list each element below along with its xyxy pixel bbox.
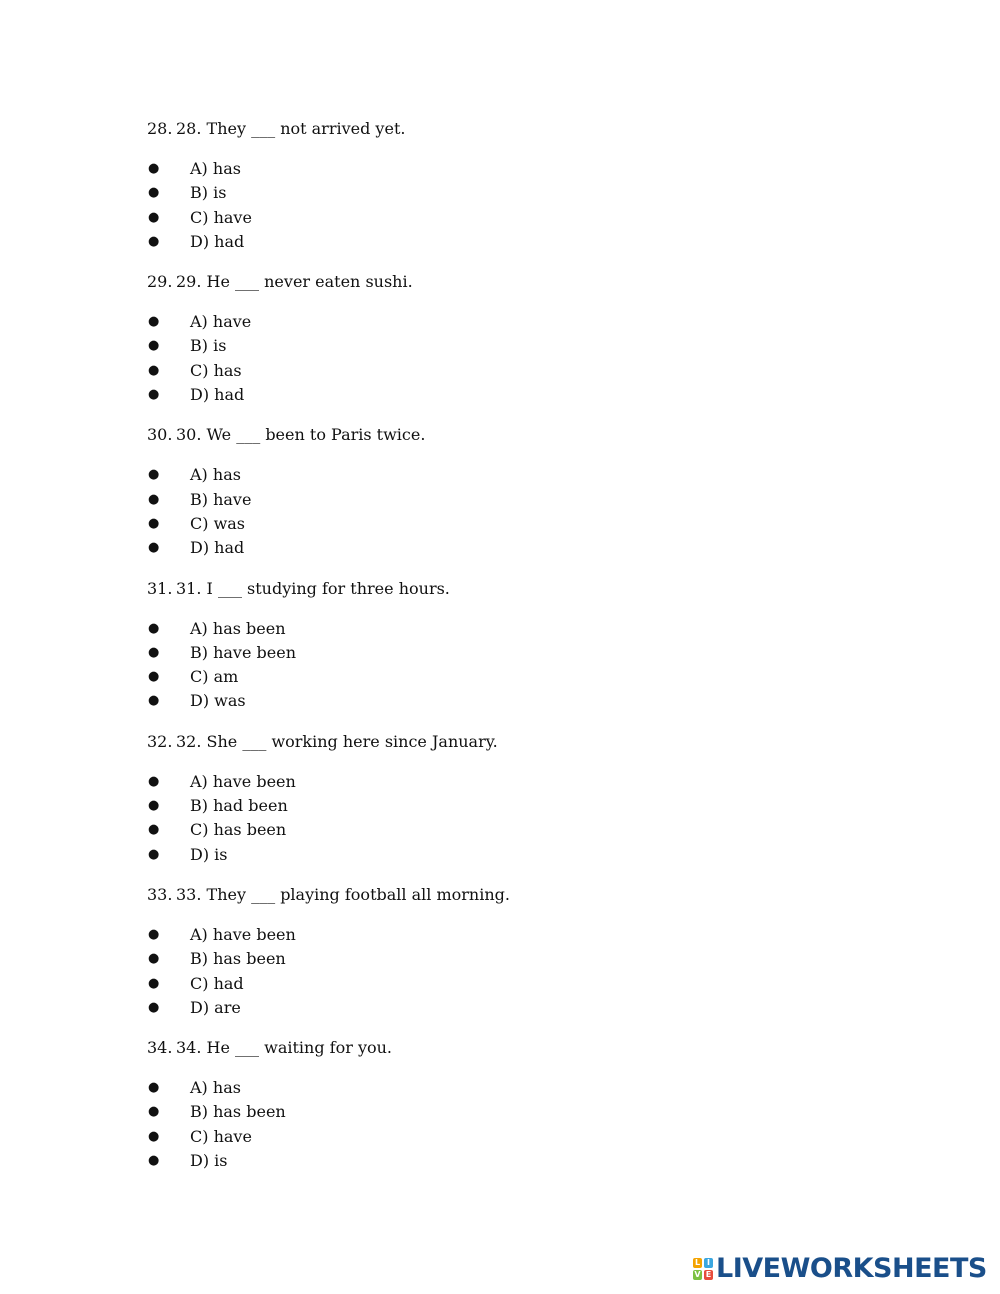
question-block — [147, 883, 927, 1020]
logo-text: LIVEWORKSHEETS — [716, 1253, 987, 1284]
answer-option-text: C) had — [190, 973, 244, 993]
question-number: 32. — [147, 731, 173, 751]
answer-option — [147, 310, 927, 334]
bullet-icon: ● — [148, 620, 160, 636]
bullet-icon: ● — [148, 161, 160, 176]
answer-option-text: B) has been — [190, 1102, 286, 1122]
question-number: 31. — [147, 578, 173, 598]
question-number: 29. — [147, 272, 173, 292]
question-line — [147, 117, 927, 141]
answer-option-text: D) are — [190, 997, 241, 1017]
answer-option — [147, 1100, 927, 1124]
bullet-icon: ● — [148, 846, 160, 862]
answer-option-text: D) was — [190, 691, 246, 711]
bullet-icon: ● — [148, 362, 160, 378]
answer-option-text: A) has — [190, 159, 241, 178]
answer-option-text: D) had — [190, 385, 245, 405]
answer-option — [147, 923, 927, 947]
question-line — [147, 730, 927, 754]
answer-option-text: C) have — [190, 1126, 252, 1146]
question-block — [147, 270, 927, 407]
answer-option — [147, 665, 927, 689]
question-block — [147, 577, 927, 714]
answer-option — [147, 947, 927, 971]
answer-option-text: D) is — [190, 844, 228, 864]
question-block — [147, 423, 927, 560]
answer-option — [147, 972, 927, 996]
bullet-icon: ● — [148, 926, 160, 942]
answer-option-text: B) had been — [190, 796, 288, 816]
question-text: 33. They ___ playing football all morning. — [176, 884, 510, 904]
answer-options — [147, 310, 927, 407]
answer-option — [147, 512, 927, 536]
bullet-icon: ● — [148, 693, 160, 709]
answer-option-text: A) have been — [190, 771, 296, 791]
answer-option — [147, 689, 927, 713]
question-text: 31. I ___ studying for three hours. — [176, 578, 450, 598]
answer-option — [147, 488, 927, 512]
bullet-icon: ● — [148, 467, 160, 483]
answer-option-text: C) am — [190, 667, 239, 687]
answer-options — [147, 770, 927, 867]
bullet-icon: ● — [148, 387, 160, 403]
logo-mark-cell: I — [704, 1258, 713, 1268]
liveworksheets-logo — [693, 1255, 987, 1283]
question-text: 28. They ___ not arrived yet. — [176, 119, 406, 138]
question-text: 32. She ___ working here since January. — [176, 731, 498, 751]
answer-option — [147, 1076, 927, 1100]
answer-options — [147, 1076, 927, 1173]
answer-option — [147, 230, 927, 254]
answer-option — [147, 157, 927, 181]
bullet-icon: ● — [148, 491, 160, 507]
answer-option — [147, 794, 927, 818]
bullet-icon: ● — [148, 233, 160, 249]
bullet-icon: ● — [148, 951, 160, 967]
answer-options — [147, 157, 927, 254]
question-block — [147, 117, 927, 254]
bullet-icon: ● — [148, 822, 160, 838]
answer-option-text: D) had — [190, 538, 245, 558]
answer-option — [147, 818, 927, 842]
answer-option — [147, 1125, 927, 1149]
answer-option — [147, 383, 927, 407]
answer-option — [147, 770, 927, 794]
answer-option-text: D) is — [190, 1151, 228, 1171]
answer-option — [147, 334, 927, 358]
bullet-icon: ● — [148, 1128, 160, 1144]
question-line — [147, 1036, 927, 1060]
answer-option-text: A) have — [190, 312, 252, 332]
question-line — [147, 270, 927, 294]
answer-option — [147, 536, 927, 560]
question-number: 34. — [147, 1038, 173, 1058]
answer-option — [147, 617, 927, 641]
bullet-icon: ● — [148, 1153, 160, 1169]
answer-option-text: B) is — [190, 183, 227, 203]
worksheet — [147, 117, 927, 1189]
answer-option-text: D) had — [190, 231, 245, 251]
answer-option-text: B) have — [190, 489, 252, 509]
bullet-icon: ● — [148, 975, 160, 991]
question-block — [147, 1036, 927, 1173]
logo-mark-cell: V — [694, 1270, 701, 1279]
answer-option — [147, 843, 927, 867]
answer-options — [147, 617, 927, 714]
question-text: 29. He ___ never eaten sushi. — [176, 272, 413, 292]
bullet-icon: ● — [148, 999, 160, 1015]
answer-option-text: C) has — [190, 360, 242, 380]
answer-options — [147, 923, 927, 1020]
bullet-icon: ● — [148, 314, 160, 330]
bullet-icon: ● — [148, 669, 160, 685]
answer-option — [147, 996, 927, 1020]
bullet-icon: ● — [148, 540, 160, 556]
answer-option-text: C) was — [190, 513, 246, 533]
answer-option-text: C) has been — [190, 820, 287, 840]
question-line — [147, 423, 927, 447]
question-text: 30. We ___ been to Paris twice. — [176, 425, 426, 445]
answer-option-text: B) have been — [190, 642, 297, 662]
bullet-icon: ● — [148, 515, 160, 531]
bullet-icon: ● — [148, 1104, 160, 1120]
bullet-icon: ● — [148, 209, 160, 225]
question-number: 28. — [147, 119, 173, 138]
answer-option-text: B) is — [190, 336, 227, 356]
answer-option-text: C) have — [190, 207, 252, 227]
bullet-icon: ● — [148, 1080, 160, 1096]
question-line — [147, 577, 927, 601]
answer-options — [147, 463, 927, 560]
liveworksheets-logo-icon — [693, 1258, 713, 1280]
answer-option-text: A) have been — [190, 924, 296, 944]
logo-mark-cell: E — [705, 1270, 712, 1279]
answer-option — [147, 463, 927, 487]
answer-option-text: A) has been — [190, 618, 286, 638]
bullet-icon: ● — [148, 644, 160, 660]
answer-option — [147, 206, 927, 230]
question-text: 34. He ___ waiting for you. — [176, 1038, 393, 1058]
question-number: 30. — [147, 425, 173, 445]
answer-option — [147, 181, 927, 205]
answer-option — [147, 1149, 927, 1173]
bullet-icon: ● — [148, 798, 160, 814]
answer-option — [147, 359, 927, 383]
answer-option-text: B) has been — [190, 949, 286, 969]
answer-option — [147, 641, 927, 665]
question-number: 33. — [147, 884, 173, 904]
question-line — [147, 883, 927, 907]
bullet-icon: ● — [148, 338, 160, 354]
answer-option-text: A) has — [190, 1078, 241, 1098]
bullet-icon: ● — [148, 185, 160, 201]
answer-option-text: A) has — [190, 465, 241, 485]
question-block — [147, 730, 927, 867]
bullet-icon: ● — [148, 773, 160, 789]
logo-mark-cell: L — [694, 1258, 701, 1267]
